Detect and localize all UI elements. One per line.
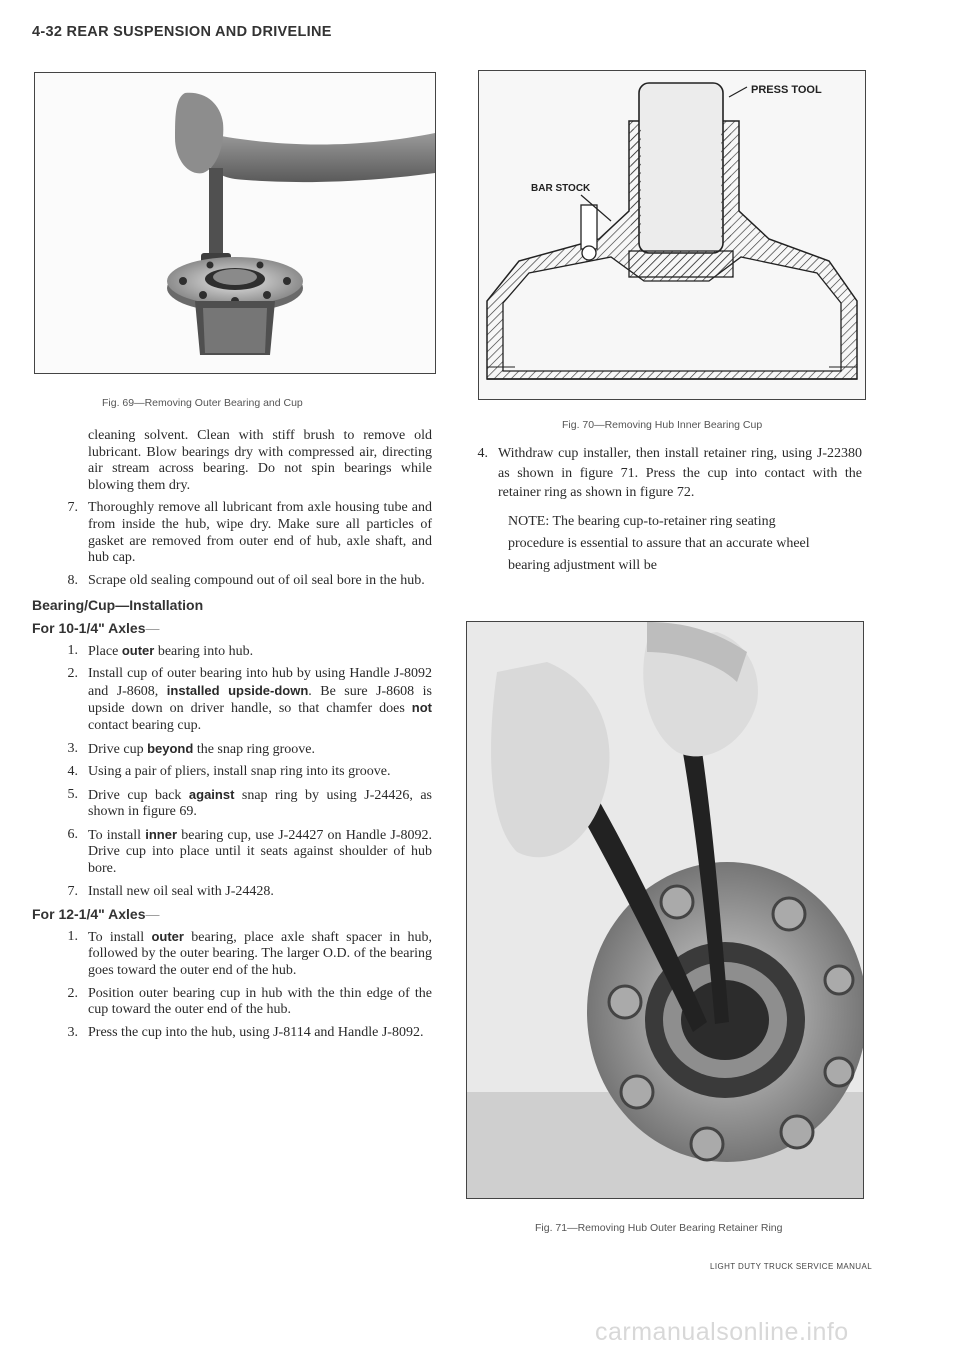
left-column bbox=[32, 428, 432, 1047]
figure-69-caption: Fig. 69—Removing Outer Bearing and Cup bbox=[102, 397, 303, 409]
list-item: 6. To install inner bearing cup, use J-24427 on Handle J-8092. Drive cup into place until it seats against shoulder of hub bore. bbox=[67, 826, 432, 877]
list-item: 7. Thoroughly remove all lubricant from axle housing tube and from inside the hub, wipe dry. Make sure all particles of gasket are removed from outer end of hub, axle shaft, and hub cap. bbox=[67, 500, 432, 566]
page-header: 4-32 REAR SUSPENSION AND DRIVELINE bbox=[32, 24, 332, 40]
bar-stock-shape bbox=[581, 205, 597, 249]
press-tool-diagram bbox=[479, 71, 865, 399]
figure-69-photo bbox=[34, 72, 436, 374]
pliers-hub-photo bbox=[467, 622, 863, 1198]
list-item: 8. Scrape old sealing compound out of oil seal bore in the hub. bbox=[67, 572, 425, 588]
intro-paragraph: cleaning solvent. Clean with stiff brush to remove old lubricant. Blow bearings dry with compressed air, directing air stream across bearing. Do not spin bearings while blowing them dry. bbox=[88, 428, 432, 493]
list-item: 3. Drive cup beyond the snap ring groove. bbox=[67, 740, 316, 757]
subheading-10-axles: For 10-1/4" Axles— bbox=[32, 619, 160, 636]
bar-stock-label: BAR STOCK bbox=[531, 183, 591, 194]
press-tool-label: PRESS TOOL bbox=[751, 84, 822, 96]
list-item: 1. Place outer bearing into hub. bbox=[67, 642, 254, 659]
list-item: 1. To install outer bearing, place axle shaft spacer in hub, followed by the outer bearing. The larger O.D. of the bearing goes toward the outer end of the hub. bbox=[67, 928, 432, 979]
bearing-hub-photo bbox=[35, 73, 435, 373]
list-item: 2. Position outer bearing cup in hub with the thin edge of the cup toward the outer end of the hub. bbox=[67, 985, 432, 1018]
note-paragraph: NOTE: The bearing cup-to-retainer ring seating procedure is essential to assure that an accurate wheel bearing adjustment will be bbox=[508, 513, 810, 573]
figure-71-caption: Fig. 71—Removing Hub Outer Bearing Retainer Ring bbox=[535, 1222, 783, 1234]
subheading-12-axles: For 12-1/4" Axles— bbox=[32, 906, 160, 923]
list-item: 7. Install new oil seal with J-24428. bbox=[67, 883, 274, 899]
right-column bbox=[466, 444, 862, 577]
figure-70-caption: Fig. 70—Removing Hub Inner Bearing Cup bbox=[562, 419, 763, 431]
section-heading: Bearing/Cup—Installation bbox=[32, 597, 204, 614]
figure-71-photo bbox=[466, 621, 864, 1199]
list-item: 5. Drive cup back against snap ring by using J-24426, as shown in figure 69. bbox=[67, 786, 432, 820]
figure-70-diagram bbox=[478, 70, 866, 400]
list-item: 2. Install cup of outer bearing into hub by using Handle J-8092 and J-8608, installed upside-down. Be sure J-8608 is upside down on driver handle, so that chamfer does not contact bearing cup. bbox=[67, 666, 432, 733]
watermark: carmanualsonline.info bbox=[595, 1318, 849, 1346]
list-item: 4. Withdraw cup installer, then install retainer ring, using J-22380 as shown in figure 71. Press the cup into contact with the retainer ring as shown in figure 72. bbox=[477, 446, 862, 500]
list-item: 3. Press the cup into the hub, using J-8114 and Handle J-8092. bbox=[67, 1024, 424, 1040]
list-item: 4. Using a pair of pliers, install snap ring into its groove. bbox=[67, 764, 391, 780]
press-tool-shape bbox=[639, 83, 723, 253]
page-footer: LIGHT DUTY TRUCK SERVICE MANUAL bbox=[710, 1262, 873, 1271]
